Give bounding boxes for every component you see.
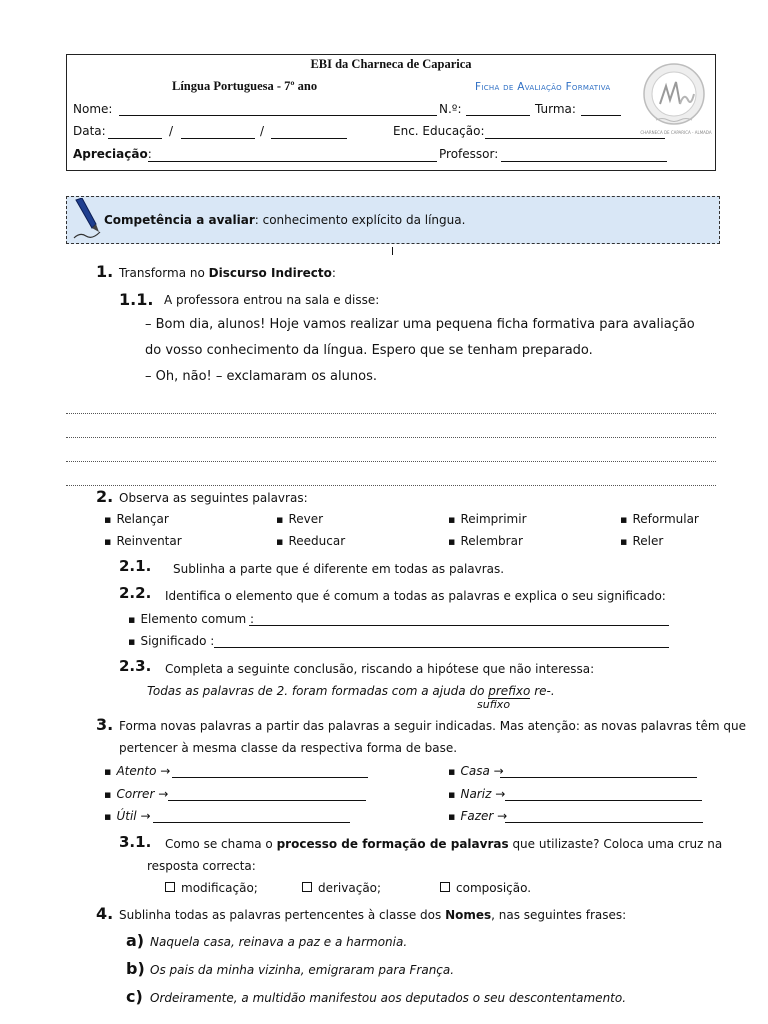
logo-caption: CHARNECA DE CAPARICA - ALMADA xyxy=(640,130,712,135)
date-separator: / xyxy=(260,124,265,138)
word-item: ▪ Relembrar xyxy=(448,534,523,548)
word-prompt: ▪ Útil → xyxy=(104,809,151,823)
q2-number: 2. xyxy=(96,487,114,506)
answer-line[interactable] xyxy=(66,485,716,486)
school-logo xyxy=(636,60,714,138)
guardian-field[interactable] xyxy=(485,138,665,139)
q1-1-number: 1.1. xyxy=(119,290,154,309)
new-word-field[interactable] xyxy=(168,800,366,801)
q2-2-number: 2.2. xyxy=(119,584,152,602)
new-word-field[interactable] xyxy=(500,777,697,778)
pen-icon xyxy=(72,198,106,242)
common-element-field[interactable] xyxy=(249,625,669,626)
name-field[interactable] xyxy=(119,115,437,116)
appreciation-field[interactable] xyxy=(148,161,437,162)
prefix-option[interactable]: prefixo xyxy=(488,684,531,698)
word-prompt: ▪ Correr → xyxy=(104,787,168,801)
word-prompt: ▪ Nariz → xyxy=(448,787,505,801)
dialogue-line-2: do vosso conhecimento da língua. Espero que se tenham preparado. xyxy=(145,343,593,358)
class-label: Turma: xyxy=(535,102,576,116)
q2-1-number: 2.1. xyxy=(119,557,152,575)
new-word-field[interactable] xyxy=(172,777,368,778)
option-composition[interactable]: composição. xyxy=(440,881,531,895)
q1-text: Transforma no Discurso Indirecto: xyxy=(119,266,336,280)
word-item: ▪ Reeducar xyxy=(276,534,345,548)
number-field[interactable] xyxy=(466,115,530,116)
q3-text-line2: pertencer à mesma classe da respectiva forma de base. xyxy=(119,741,458,755)
q3-1-number: 3.1. xyxy=(119,833,152,851)
q3-number: 3. xyxy=(96,715,114,734)
guardian-label: Enc. Educação: xyxy=(393,124,485,138)
q3-text-line1: Forma novas palavras a partir das palavras a seguir indicadas. Mas atenção: as novas palavras têm que xyxy=(119,719,746,733)
sentence-b[interactable]: Os pais da minha vizinha, emigraram para França. xyxy=(150,963,455,977)
checkbox[interactable] xyxy=(165,882,175,892)
dialogue-line-3: – Oh, não! – exclamaram os alunos. xyxy=(145,369,377,384)
q1-number: 1. xyxy=(96,262,114,281)
subject-title: Língua Portuguesa - 7º ano xyxy=(172,79,318,93)
class-field[interactable] xyxy=(581,115,621,116)
name-label: Nome: xyxy=(73,102,113,116)
new-word-field[interactable] xyxy=(153,822,350,823)
q2-2-text: Identifica o elemento que é comum a todas as palavras e explica o seu significado: xyxy=(165,589,666,603)
option-derivation[interactable]: derivação; xyxy=(302,881,381,895)
checkbox[interactable] xyxy=(440,882,450,892)
meaning-label: ▪ Significado : xyxy=(128,634,214,648)
meaning-field[interactable] xyxy=(214,647,669,648)
date-month-field[interactable] xyxy=(181,138,255,139)
section-divider-mark xyxy=(392,247,393,255)
q3-1-text: Como se chama o processo de formação de palavras que utilizaste? Coloca uma cruz na xyxy=(165,837,723,851)
q2-text: Observa as seguintes palavras: xyxy=(119,491,308,505)
q1-1-text: A professora entrou na sala e disse: xyxy=(164,293,380,307)
common-element-label: ▪ Elemento comum : xyxy=(128,612,254,626)
sentence-a[interactable]: Naquela casa, reinava a paz e a harmonia. xyxy=(150,935,408,949)
q4-number: 4. xyxy=(96,904,114,923)
answer-line[interactable] xyxy=(66,437,716,438)
dialogue-line-1: – Bom dia, alunos! Hoje vamos realizar uma pequena ficha formativa para avaliação xyxy=(145,317,695,332)
word-prompt: ▪ Casa → xyxy=(448,764,504,778)
q4-b-label: b) xyxy=(126,959,145,978)
word-prompt: ▪ Atento → xyxy=(104,764,170,778)
word-item: ▪ Reformular xyxy=(620,512,699,526)
school-name: EBI da Charneca de Caparica xyxy=(310,57,472,71)
answer-line[interactable] xyxy=(66,413,716,414)
new-word-field[interactable] xyxy=(505,822,703,823)
competence-text: Competência a avaliar: conhecimento explícito da língua. xyxy=(104,213,466,227)
q2-3-number: 2.3. xyxy=(119,657,152,675)
q4-text: Sublinha todas as palavras pertencentes à classe dos Nomes, nas seguintes frases: xyxy=(119,908,627,922)
conclusion-text: Todas as palavras de 2. foram formadas com a ajuda do prefixo re-. xyxy=(147,684,555,698)
teacher-label: Professor: xyxy=(439,147,499,161)
date-year-field[interactable] xyxy=(271,138,347,139)
word-prompt: ▪ Fazer → xyxy=(448,809,507,823)
new-word-field[interactable] xyxy=(505,800,702,801)
word-item: ▪ Rever xyxy=(276,512,323,526)
number-label: N.º: xyxy=(439,102,462,116)
checkbox[interactable] xyxy=(302,882,312,892)
q4-a-label: a) xyxy=(126,931,145,950)
word-item: ▪ Relançar xyxy=(104,512,169,526)
q2-1-text: Sublinha a parte que é diferente em todas as palavras. xyxy=(173,562,505,576)
suffix-option[interactable]: sufixo xyxy=(477,698,511,711)
option-modification[interactable]: modificação; xyxy=(165,881,258,895)
word-item: ▪ Reimprimir xyxy=(448,512,527,526)
date-label: Data: xyxy=(73,124,106,138)
answer-line[interactable] xyxy=(66,461,716,462)
date-separator: / xyxy=(169,124,174,138)
q2-3-text: Completa a seguinte conclusão, riscando a hipótese que não interessa: xyxy=(165,662,595,676)
word-item: ▪ Reinventar xyxy=(104,534,182,548)
word-item: ▪ Reler xyxy=(620,534,663,548)
appreciation-label: Apreciação: xyxy=(73,147,152,161)
q4-c-label: c) xyxy=(126,987,143,1006)
teacher-field[interactable] xyxy=(501,161,667,162)
sheet-title: Ficha de Avaliação Formativa xyxy=(475,81,611,93)
date-day-field[interactable] xyxy=(108,138,162,139)
q3-1-text-line2: resposta correcta: xyxy=(147,859,256,873)
sentence-c[interactable]: Ordeiramente, a multidão manifestou aos deputados o seu descontentamento. xyxy=(150,991,627,1005)
